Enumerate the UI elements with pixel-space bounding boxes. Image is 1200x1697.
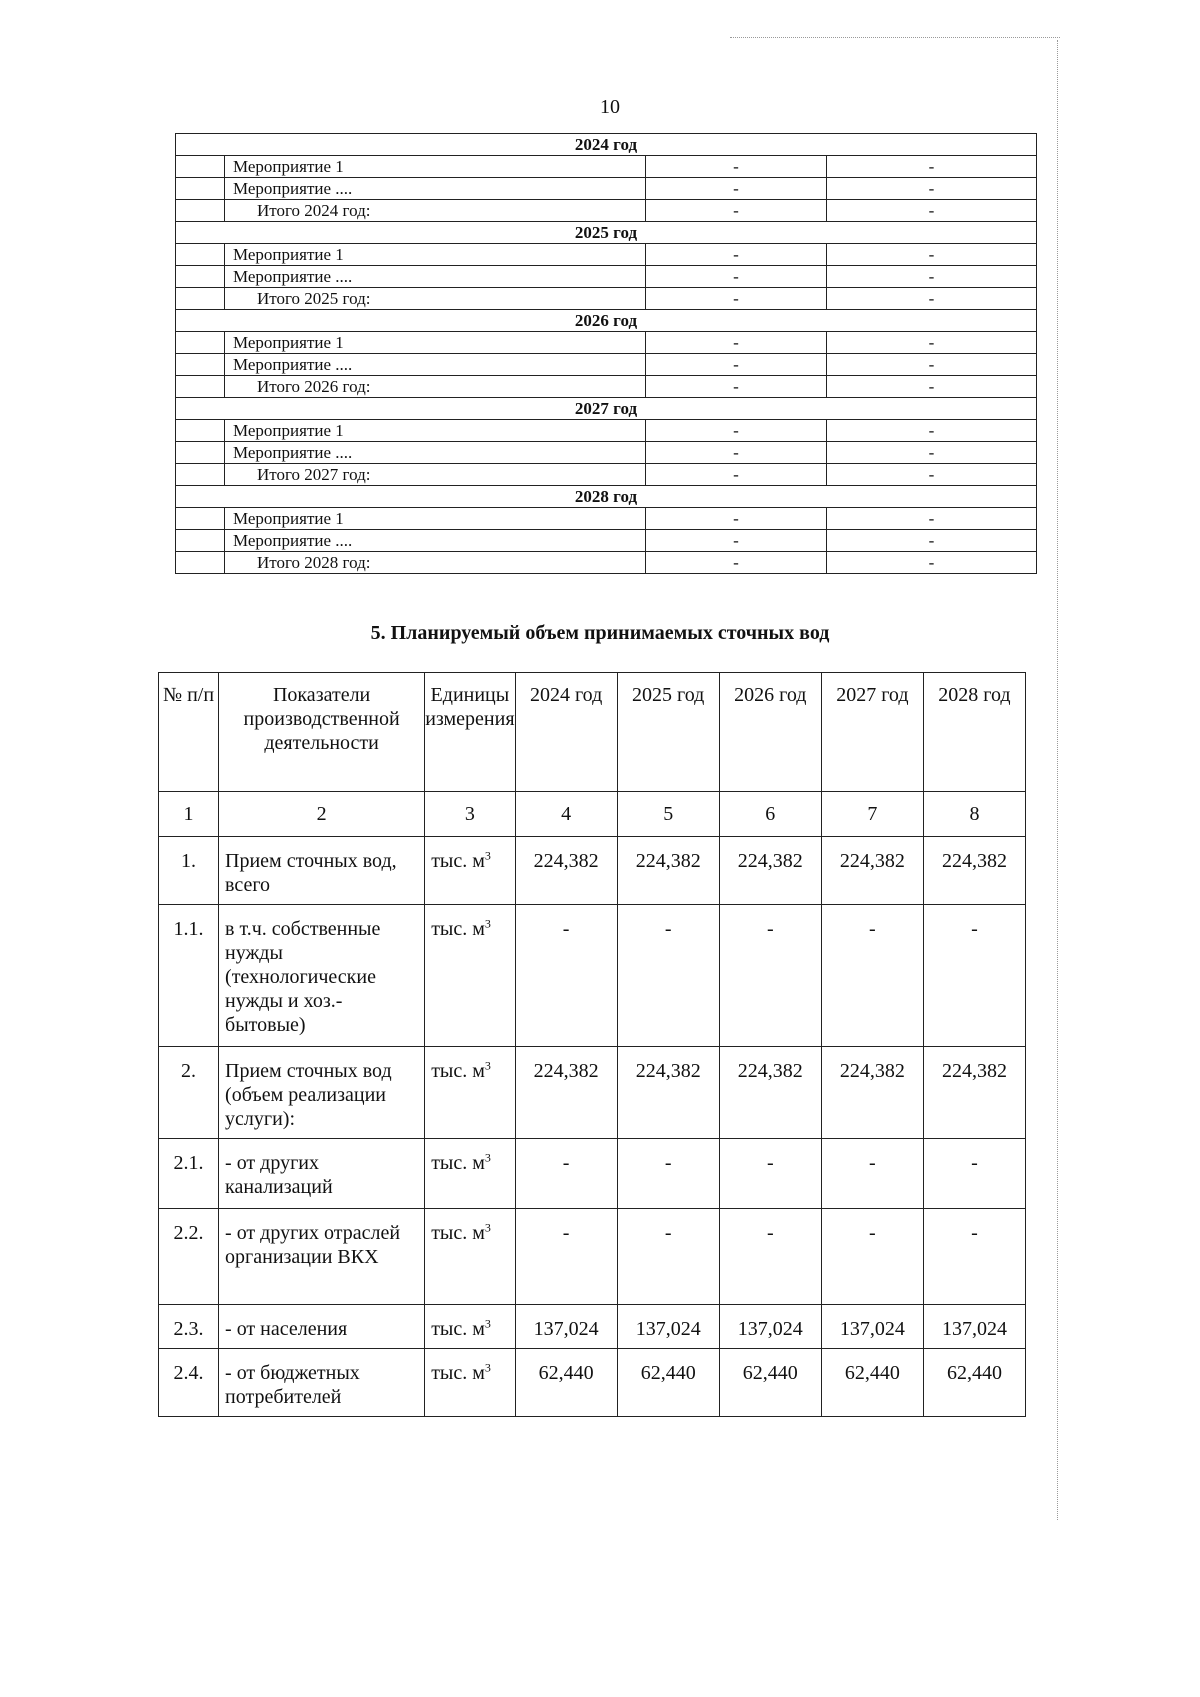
value-cell: 224,382 — [515, 1047, 617, 1139]
unit-cell — [425, 1349, 515, 1417]
total-label: Итого 2028 год: — [225, 552, 646, 574]
row-number-cell — [176, 332, 225, 354]
year-heading: 2025 год — [176, 222, 1037, 244]
measure-row — [176, 442, 1037, 464]
year-row — [176, 310, 1037, 332]
value-cell: - — [617, 1209, 719, 1305]
value-cell: - — [646, 354, 827, 376]
value-cell: - — [646, 376, 827, 398]
value-cell: - — [821, 905, 923, 1047]
value-cell: - — [646, 156, 827, 178]
volume-row — [159, 1209, 1026, 1305]
row-number: 1. — [159, 837, 219, 905]
measure-row — [176, 244, 1037, 266]
value-cell: - — [646, 332, 827, 354]
value-cell: - — [646, 266, 827, 288]
index-cell: 1 — [159, 792, 219, 837]
header-row — [159, 673, 1026, 792]
page-number: 10 — [600, 96, 620, 118]
value-cell: - — [646, 552, 827, 574]
row-number: 2.1. — [159, 1139, 219, 1209]
unit-exponent: 3 — [484, 1220, 491, 1235]
measure-row — [176, 156, 1037, 178]
value-cell: - — [827, 288, 1037, 310]
measure-name: Мероприятие .... — [225, 178, 646, 200]
value-cell: 62,440 — [515, 1349, 617, 1417]
row-number-cell — [176, 508, 225, 530]
year-heading: 2024 год — [176, 134, 1037, 156]
value-cell: - — [617, 905, 719, 1047]
value-cell: - — [827, 332, 1037, 354]
value-cell: 224,382 — [923, 1047, 1025, 1139]
header-cell: Единицы измерения — [425, 673, 515, 792]
row-number-cell — [176, 376, 225, 398]
value-cell: 224,382 — [617, 837, 719, 905]
value-cell: - — [646, 508, 827, 530]
row-number: 2.3. — [159, 1305, 219, 1349]
measure-row — [176, 332, 1037, 354]
total-row — [176, 200, 1037, 222]
row-number-cell — [176, 178, 225, 200]
measure-name: Мероприятие .... — [225, 266, 646, 288]
value-cell: - — [827, 266, 1037, 288]
unit-cell — [425, 905, 515, 1047]
volume-table — [158, 672, 1026, 1417]
unit-text: тыс. м — [431, 1318, 485, 1340]
volume-row — [159, 1305, 1026, 1349]
value-cell: 62,440 — [617, 1349, 719, 1417]
value-cell: - — [827, 464, 1037, 486]
year-row — [176, 134, 1037, 156]
unit-text: тыс. м — [431, 918, 485, 940]
value-cell: - — [515, 905, 617, 1047]
row-number: 2. — [159, 1047, 219, 1139]
value-cell: - — [923, 905, 1025, 1047]
measure-name: Мероприятие .... — [225, 354, 646, 376]
unit-text: тыс. м — [431, 850, 485, 872]
value-cell: - — [515, 1209, 617, 1305]
row-number-cell — [176, 530, 225, 552]
value-cell: - — [827, 508, 1037, 530]
row-number-cell — [176, 420, 225, 442]
index-cell: 3 — [425, 792, 515, 837]
value-cell: 62,440 — [719, 1349, 821, 1417]
unit-cell — [425, 1305, 515, 1349]
year-row — [176, 222, 1037, 244]
unit-exponent: 3 — [484, 1316, 491, 1331]
value-cell: 224,382 — [821, 837, 923, 905]
value-cell: - — [827, 552, 1037, 574]
value-cell: - — [827, 530, 1037, 552]
value-cell: - — [827, 200, 1037, 222]
value-cell: - — [923, 1139, 1025, 1209]
total-label: Итого 2027 год: — [225, 464, 646, 486]
measure-row — [176, 266, 1037, 288]
value-cell: - — [646, 420, 827, 442]
index-cell: 7 — [821, 792, 923, 837]
value-cell: 137,024 — [617, 1305, 719, 1349]
value-cell: 224,382 — [719, 837, 821, 905]
header-cell: 2027 год — [821, 673, 923, 792]
value-cell: 224,382 — [719, 1047, 821, 1139]
header-cell: 2025 год — [617, 673, 719, 792]
row-number-cell — [176, 244, 225, 266]
index-cell: 8 — [923, 792, 1025, 837]
value-cell: - — [827, 156, 1037, 178]
value-cell: 224,382 — [515, 837, 617, 905]
value-cell: 137,024 — [515, 1305, 617, 1349]
unit-cell — [425, 1139, 515, 1209]
unit-text: тыс. м — [431, 1362, 485, 1384]
measure-name: Мероприятие 1 — [225, 508, 646, 530]
value-cell: - — [827, 420, 1037, 442]
measure-name: Мероприятие 1 — [225, 332, 646, 354]
value-cell: - — [646, 178, 827, 200]
value-cell: 137,024 — [719, 1305, 821, 1349]
row-number-cell — [176, 200, 225, 222]
value-cell: - — [646, 464, 827, 486]
total-row — [176, 464, 1037, 486]
value-cell: - — [719, 905, 821, 1047]
unit-exponent: 3 — [484, 916, 491, 931]
unit-text: тыс. м — [431, 1222, 485, 1244]
row-number-cell — [176, 288, 225, 310]
year-row — [176, 398, 1037, 420]
measure-row — [176, 178, 1037, 200]
indicator-label: - от населения — [219, 1305, 425, 1349]
scan-artifact-line — [730, 37, 1060, 38]
index-cell: 5 — [617, 792, 719, 837]
measure-row — [176, 530, 1037, 552]
measure-name: Мероприятие .... — [225, 442, 646, 464]
value-cell: 62,440 — [923, 1349, 1025, 1417]
value-cell: - — [821, 1209, 923, 1305]
unit-exponent: 3 — [484, 848, 491, 863]
value-cell: - — [646, 200, 827, 222]
value-cell: 224,382 — [617, 1047, 719, 1139]
volume-row — [159, 905, 1026, 1047]
row-number: 2.2. — [159, 1209, 219, 1305]
unit-cell — [425, 1047, 515, 1139]
row-number-cell — [176, 552, 225, 574]
value-cell: - — [719, 1209, 821, 1305]
value-cell: - — [646, 530, 827, 552]
value-cell: - — [821, 1139, 923, 1209]
total-row — [176, 552, 1037, 574]
scan-edge-marks — [1051, 40, 1058, 1520]
indicator-label: Прием сточных вод, всего — [219, 837, 425, 905]
measure-row — [176, 420, 1037, 442]
measure-name: Мероприятие 1 — [225, 156, 646, 178]
measure-row — [176, 354, 1037, 376]
row-number-cell — [176, 156, 225, 178]
row-number-cell — [176, 442, 225, 464]
header-cell: 2024 год — [515, 673, 617, 792]
row-number-cell — [176, 464, 225, 486]
unit-exponent: 3 — [484, 1150, 491, 1165]
value-cell: 224,382 — [923, 837, 1025, 905]
total-row — [176, 288, 1037, 310]
value-cell: - — [646, 288, 827, 310]
unit-cell — [425, 1209, 515, 1305]
row-number: 2.4. — [159, 1349, 219, 1417]
row-number: 1.1. — [159, 905, 219, 1047]
measure-name: Мероприятие .... — [225, 530, 646, 552]
total-row — [176, 376, 1037, 398]
volume-row — [159, 1349, 1026, 1417]
row-number-cell — [176, 354, 225, 376]
index-row — [159, 792, 1026, 837]
value-cell: - — [827, 376, 1037, 398]
total-label: Итого 2024 год: — [225, 200, 646, 222]
measures-table — [175, 133, 1037, 574]
value-cell: - — [719, 1139, 821, 1209]
index-cell: 6 — [719, 792, 821, 837]
index-cell: 4 — [515, 792, 617, 837]
total-label: Итого 2026 год: — [225, 376, 646, 398]
value-cell: - — [515, 1139, 617, 1209]
volume-row — [159, 1139, 1026, 1209]
value-cell: - — [646, 442, 827, 464]
index-cell: 2 — [219, 792, 425, 837]
header-cell: 2026 год — [719, 673, 821, 792]
year-row — [176, 486, 1037, 508]
row-number-cell — [176, 266, 225, 288]
total-label: Итого 2025 год: — [225, 288, 646, 310]
year-heading: 2027 год — [176, 398, 1037, 420]
value-cell: - — [646, 244, 827, 266]
value-cell: - — [617, 1139, 719, 1209]
value-cell: - — [827, 244, 1037, 266]
measure-name: Мероприятие 1 — [225, 420, 646, 442]
value-cell: 137,024 — [923, 1305, 1025, 1349]
volume-row — [159, 1047, 1026, 1139]
indicator-label: - от других канализаций — [219, 1139, 425, 1209]
value-cell: 62,440 — [821, 1349, 923, 1417]
indicator-label: в т.ч. собственные нужды (технологические нужды и хоз.-бытовые) — [219, 905, 425, 1047]
value-cell: - — [827, 354, 1037, 376]
unit-text: тыс. м — [431, 1152, 485, 1174]
section-title: 5. Планируемый объем принимаемых сточных вод — [370, 622, 830, 644]
indicator-label: - от бюджетных потребителей — [219, 1349, 425, 1417]
indicator-label: Прием сточных вод (объем реализации услуги): — [219, 1047, 425, 1139]
volume-row — [159, 837, 1026, 905]
value-cell: - — [923, 1209, 1025, 1305]
unit-text: тыс. м — [431, 1060, 485, 1082]
value-cell: - — [827, 178, 1037, 200]
value-cell: 137,024 — [821, 1305, 923, 1349]
measure-row — [176, 508, 1037, 530]
year-heading: 2026 год — [176, 310, 1037, 332]
year-heading: 2028 год — [176, 486, 1037, 508]
header-cell: Показатели производственной деятельности — [219, 673, 425, 792]
header-cell: № п/п — [159, 673, 219, 792]
measure-name: Мероприятие 1 — [225, 244, 646, 266]
unit-cell — [425, 837, 515, 905]
indicator-label: - от других отраслей организации ВКХ — [219, 1209, 425, 1305]
value-cell: - — [827, 442, 1037, 464]
value-cell: 224,382 — [821, 1047, 923, 1139]
header-cell: 2028 год — [923, 673, 1025, 792]
unit-exponent: 3 — [484, 1360, 491, 1375]
unit-exponent: 3 — [484, 1058, 491, 1073]
